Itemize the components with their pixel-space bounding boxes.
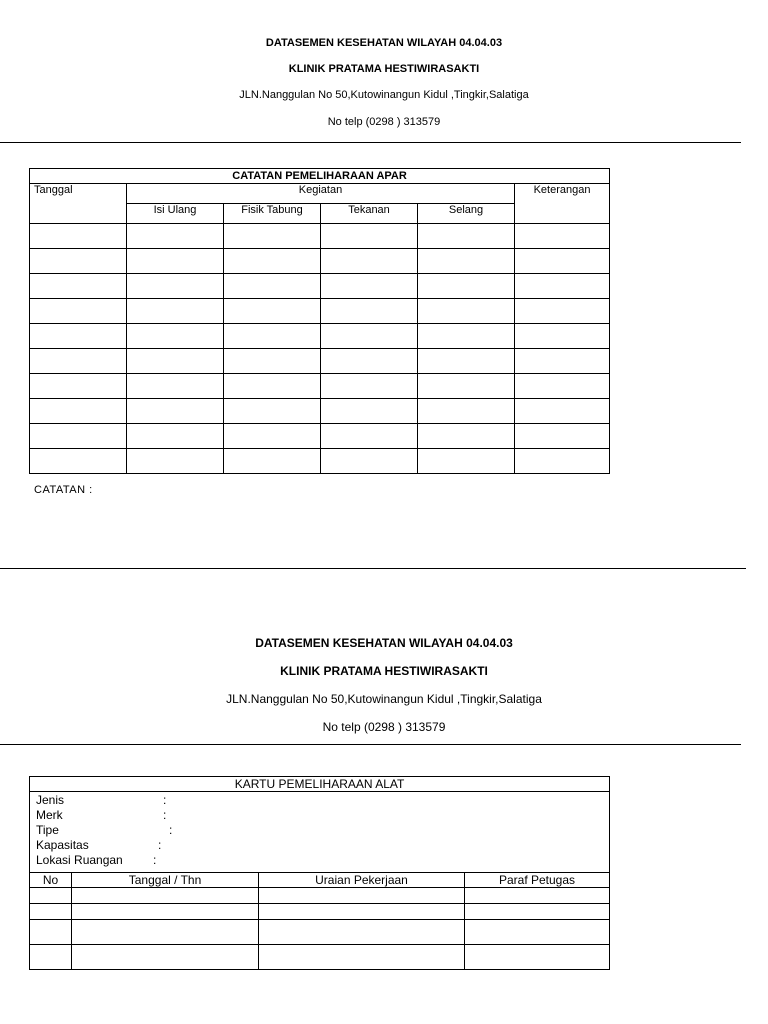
table-cell — [127, 424, 224, 449]
table-cell — [465, 888, 610, 904]
table-cell — [72, 904, 259, 920]
table-cell — [515, 299, 610, 324]
sub-header-fisik-tabung: Fisik Tabung — [224, 204, 321, 224]
table-cell — [515, 274, 610, 299]
table-title: CATATAN PEMELIHARAAN APAR — [30, 169, 610, 184]
info-field-label: Tipe — [36, 823, 59, 837]
table-cell — [515, 349, 610, 374]
info-field — [36, 853, 609, 868]
table-cell — [30, 249, 127, 274]
org-title-2: DATASEMEN KESEHATAN WILAYAH 04.04.03 — [255, 636, 513, 650]
table-cell — [321, 399, 418, 424]
table-row — [30, 249, 610, 274]
table-cell — [30, 449, 127, 474]
table-cell — [321, 449, 418, 474]
info-field-label: Lokasi Ruangan — [36, 853, 123, 867]
phone-2: No telp (0298 ) 313579 — [322, 720, 446, 734]
table-cell — [30, 888, 72, 904]
sub-header-tekanan: Tekanan — [321, 204, 418, 224]
table-cell — [321, 224, 418, 249]
col-header-paraf: Paraf Petugas — [465, 873, 610, 888]
table-row — [30, 349, 610, 374]
table-cell — [30, 299, 127, 324]
info-field-colon: : — [163, 808, 167, 822]
table-cell — [515, 424, 610, 449]
divider-3 — [0, 744, 741, 745]
table-row — [30, 888, 610, 904]
table-cell — [418, 449, 515, 474]
table-cell — [224, 424, 321, 449]
table-cell — [127, 299, 224, 324]
table-cell — [224, 324, 321, 349]
equipment-info — [30, 792, 610, 873]
table-row — [30, 374, 610, 399]
sub-header-selang: Selang — [418, 204, 515, 224]
info-field — [36, 823, 609, 838]
clinic-title-2: KLINIK PRATAMA HESTIWIRASAKTI — [280, 664, 488, 678]
table-row — [30, 324, 610, 349]
table-cell — [224, 449, 321, 474]
col-header-tanggal-thn: Tanggal / Thn — [72, 873, 259, 888]
table-cell — [259, 945, 465, 970]
info-field — [36, 808, 609, 823]
table-row — [30, 299, 610, 324]
table-row — [30, 449, 610, 474]
info-field-colon: : — [163, 793, 167, 807]
table-cell — [321, 249, 418, 274]
table-cell — [30, 324, 127, 349]
table-cell — [418, 374, 515, 399]
table-cell — [418, 274, 515, 299]
table-cell — [127, 449, 224, 474]
table-cell — [127, 224, 224, 249]
table-cell — [224, 374, 321, 399]
table-cell — [465, 920, 610, 945]
table-row — [30, 920, 610, 945]
table-cell — [30, 904, 72, 920]
table-cell — [259, 888, 465, 904]
table-cell — [418, 299, 515, 324]
table-cell — [418, 424, 515, 449]
table-cell — [515, 449, 610, 474]
table-cell — [515, 399, 610, 424]
table-row — [30, 399, 610, 424]
table-cell — [321, 274, 418, 299]
table-cell — [30, 920, 72, 945]
table-cell — [515, 224, 610, 249]
table-cell — [465, 904, 610, 920]
table-cell — [30, 274, 127, 299]
table-cell — [418, 324, 515, 349]
table-cell — [127, 399, 224, 424]
table-cell — [30, 374, 127, 399]
clinic-title-1: KLINIK PRATAMA HESTIWIRASAKTI — [288, 63, 480, 75]
table-cell — [224, 274, 321, 299]
table-row — [30, 424, 610, 449]
table-cell — [321, 424, 418, 449]
col-header-kegiatan: Kegiatan — [127, 184, 515, 204]
table-cell — [259, 904, 465, 920]
table-cell — [321, 299, 418, 324]
table-cell — [418, 224, 515, 249]
equipment-maintenance-card — [29, 776, 610, 970]
info-field-colon: : — [169, 823, 173, 837]
sub-header-isi-ulang: Isi Ulang — [127, 204, 224, 224]
table-cell — [127, 374, 224, 399]
col-header-tanggal: Tanggal — [30, 184, 127, 224]
org-title-1: DATASEMEN KESEHATAN WILAYAH 04.04.03 — [265, 37, 503, 49]
table-cell — [321, 324, 418, 349]
table-cell — [418, 349, 515, 374]
phone-1: No telp (0298 ) 313579 — [327, 116, 441, 128]
table-cell — [30, 224, 127, 249]
table-cell — [127, 274, 224, 299]
info-field-label: Kapasitas — [36, 838, 89, 852]
table-cell — [72, 945, 259, 970]
table-cell — [224, 249, 321, 274]
col-header-no: No — [30, 873, 72, 888]
info-field-colon: : — [158, 838, 162, 852]
catatan-label: CATATAN : — [34, 484, 93, 496]
table-cell — [418, 249, 515, 274]
table-cell — [321, 349, 418, 374]
table-cell — [224, 349, 321, 374]
info-field — [36, 838, 609, 853]
table-cell — [72, 888, 259, 904]
info-field — [36, 793, 609, 808]
card-title: KARTU PEMELIHARAAN ALAT — [30, 777, 610, 792]
table-cell — [30, 349, 127, 374]
table-cell — [418, 399, 515, 424]
table-row — [30, 945, 610, 970]
table-row — [30, 904, 610, 920]
table-cell — [224, 299, 321, 324]
divider-1 — [0, 142, 741, 143]
table-cell — [127, 324, 224, 349]
table-cell — [515, 374, 610, 399]
info-field-label: Jenis — [36, 793, 65, 807]
table-cell — [224, 399, 321, 424]
divider-2 — [0, 568, 746, 569]
table-cell — [30, 424, 127, 449]
address-1: JLN.Nanggulan No 50,Kutowinangun Kidul ,Tingkir,Salatiga — [239, 89, 529, 101]
table-cell — [224, 224, 321, 249]
table-cell — [30, 945, 72, 970]
info-field-colon: : — [153, 853, 157, 867]
table-cell — [72, 920, 259, 945]
info-field-label: Merk — [36, 808, 63, 822]
table-cell — [321, 374, 418, 399]
table-cell — [515, 249, 610, 274]
table-row — [30, 224, 610, 249]
table-cell — [259, 920, 465, 945]
col-header-keterangan: Keterangan — [515, 184, 610, 224]
table-cell — [465, 945, 610, 970]
col-header-uraian: Uraian Pekerjaan — [259, 873, 465, 888]
apar-maintenance-table — [29, 168, 610, 474]
address-2: JLN.Nanggulan No 50,Kutowinangun Kidul ,Tingkir,Salatiga — [226, 692, 542, 706]
table-cell — [127, 249, 224, 274]
table-row — [30, 274, 610, 299]
table-cell — [127, 349, 224, 374]
table-cell — [30, 399, 127, 424]
table-cell — [515, 324, 610, 349]
